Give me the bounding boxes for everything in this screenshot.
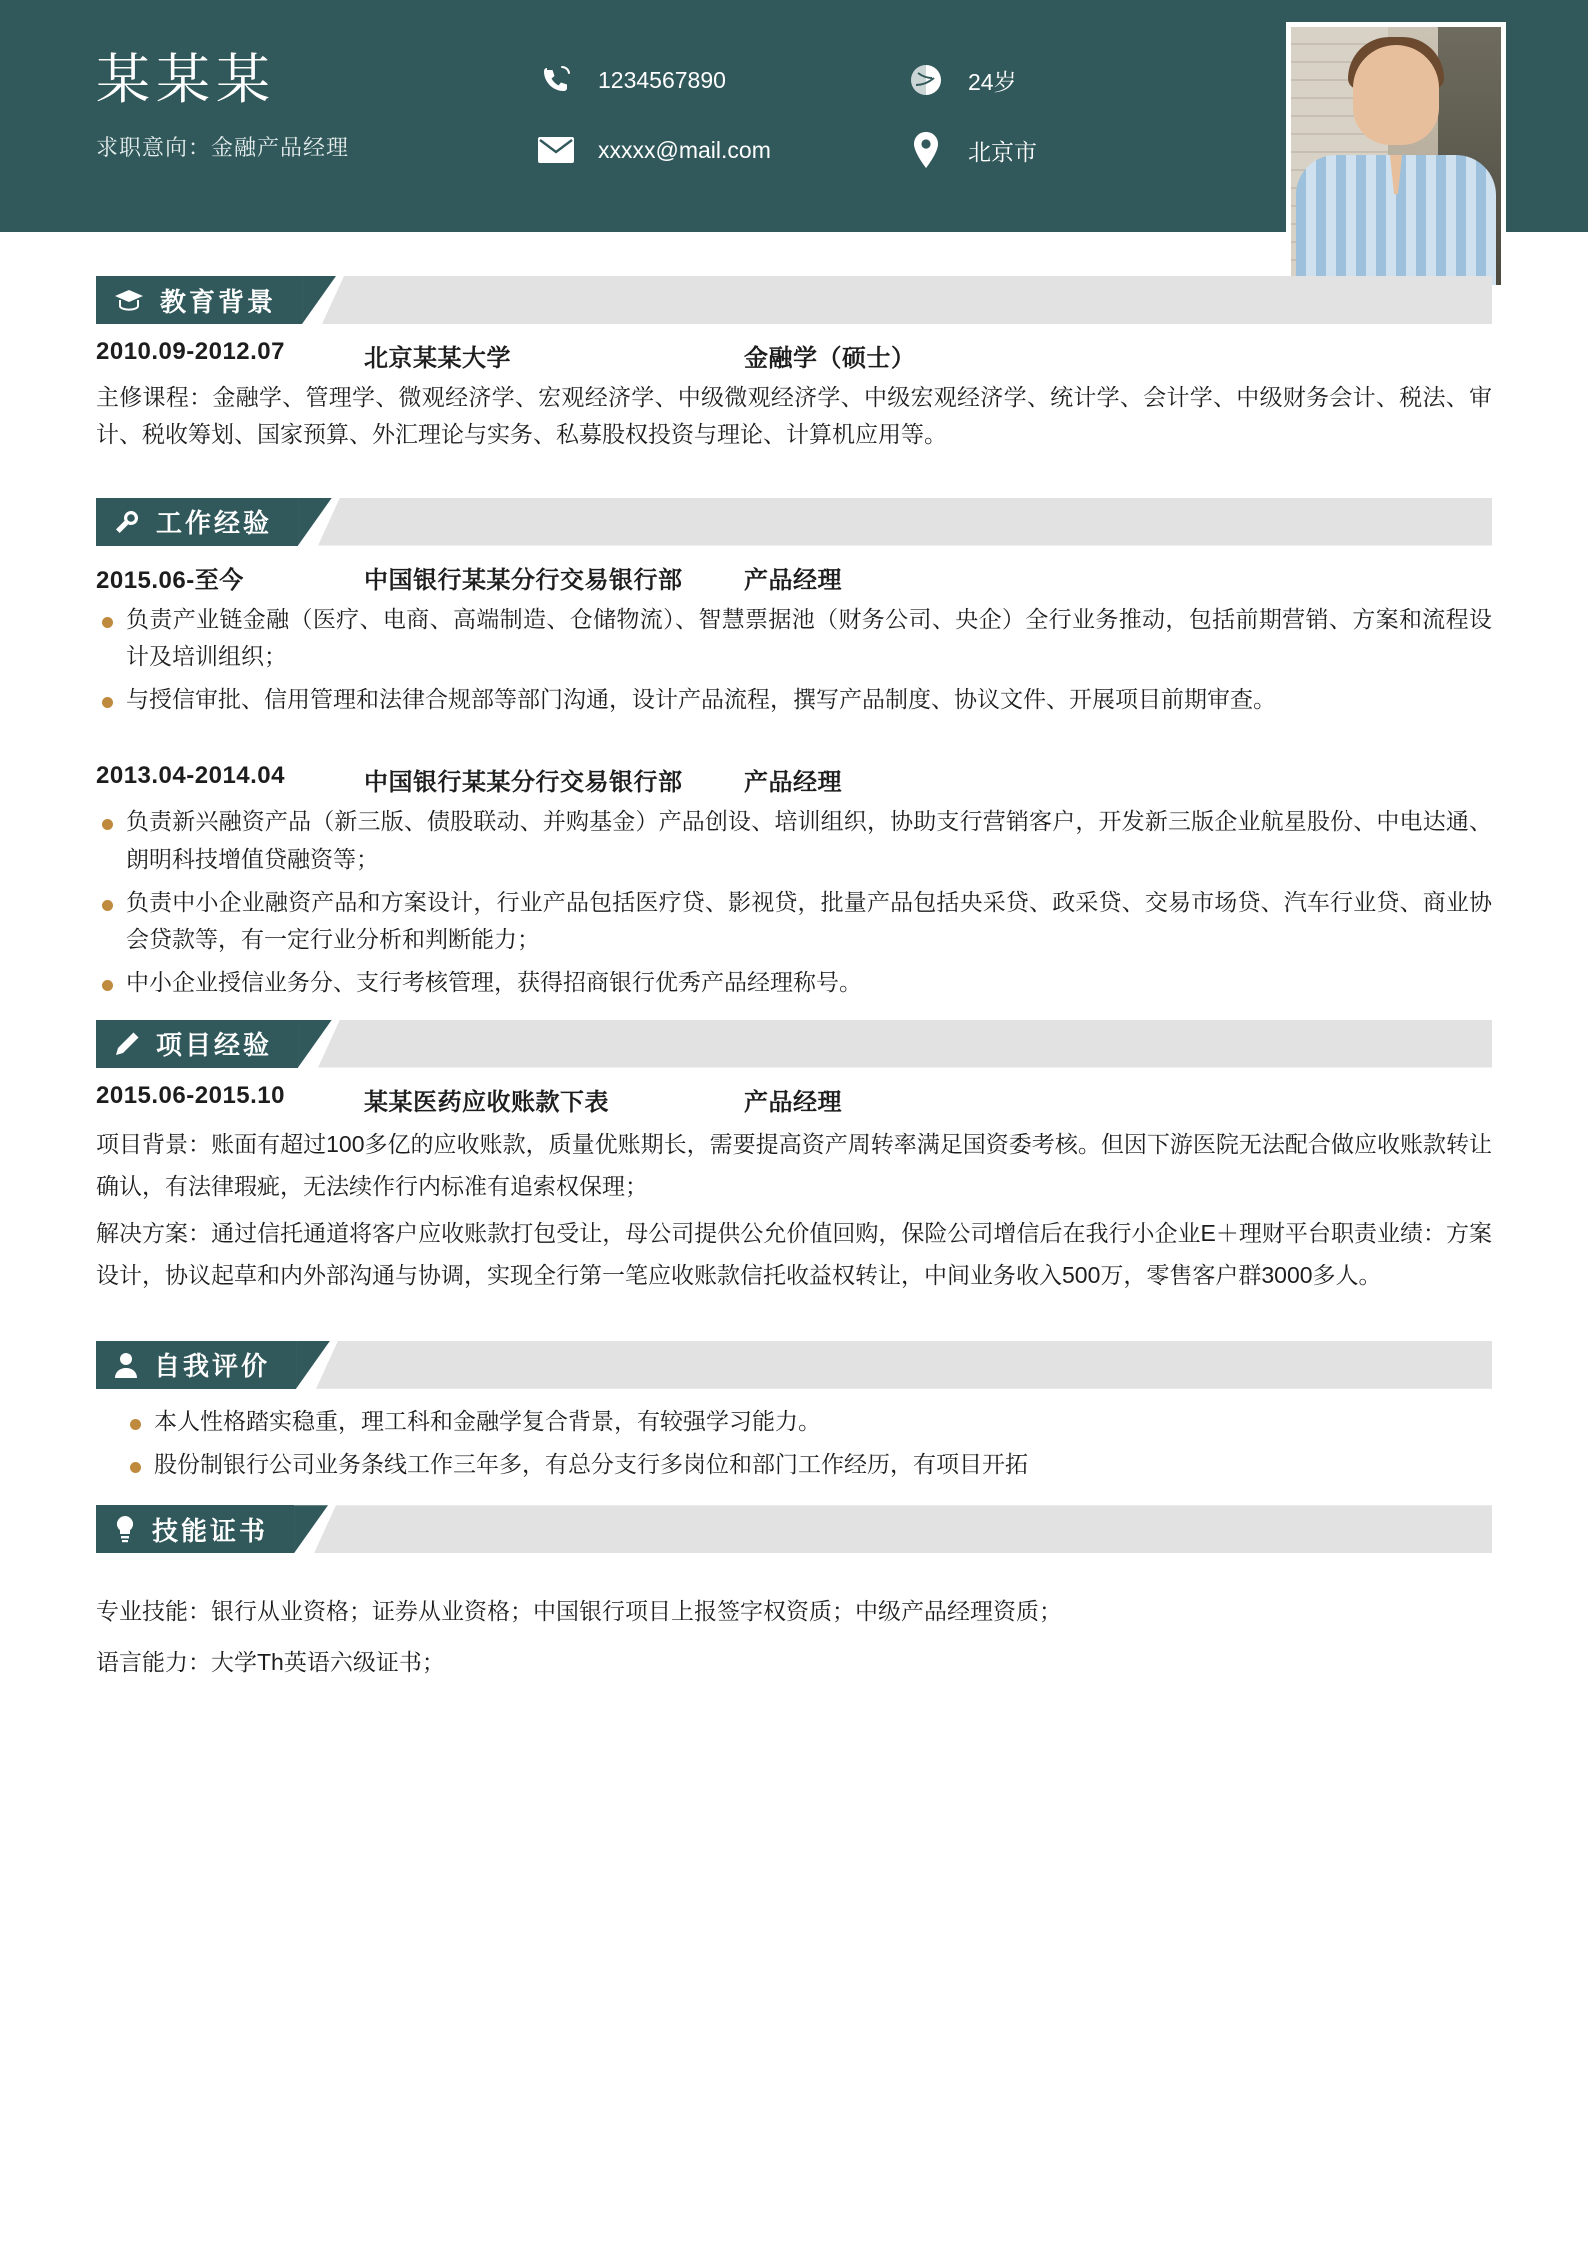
skills-text: 大学Th英语六级证书； (211, 1649, 445, 1676)
section-tab-project (96, 1020, 298, 1068)
contact-column-right (906, 60, 1206, 200)
work-entry-title (96, 560, 1492, 595)
section-project (96, 1020, 1492, 1297)
section-bar (322, 276, 1492, 324)
project-solution (96, 1212, 1492, 1297)
list-item: 中小企业授信业务分、支行考核管理，获得招商银行优秀产品经理称号。 (96, 964, 1492, 1001)
section-bar (318, 498, 1492, 546)
section-tab-work (96, 498, 298, 546)
bulb-icon (114, 1515, 136, 1543)
skills-label: 专业技能： (96, 1598, 211, 1625)
work-date: 2015.06-至今 (96, 566, 244, 594)
location-text: 北京市 (968, 138, 1037, 165)
list-item: 本人性格踏实稳重，理工科和金融学复合背景，有较强学习能力。 (124, 1403, 1492, 1440)
work-entry-title (96, 762, 1492, 797)
self-evaluation-bullets (124, 1403, 1492, 1484)
contact-email (536, 130, 896, 170)
section-bar (316, 1341, 1492, 1389)
section-education (96, 276, 1492, 454)
skills-line (96, 1593, 1492, 1630)
work-org: 中国银行某某分行交易银行部 (364, 769, 683, 797)
project-solution-text: 通过信托通道将客户应收账款打包受让，母公司提供公允价值回购，保险公司增信后在我行小企业E＋理财平台职责业绩：方案设计，协议起草和内外部沟通与协调，实现全行第一笔应收账款信托收益权转让，中间业务收入500万，零售客户群3000多人。 (96, 1219, 1493, 1289)
education-entry-title (96, 338, 1492, 373)
user-icon (114, 1352, 138, 1378)
contact-column-left (536, 60, 896, 200)
resume-header (0, 0, 1588, 232)
list-item: 与授信审批、信用管理和法律合规部等部门沟通，设计产品流程，撰写产品制度、协议文件、开展项目前期审查。 (96, 681, 1492, 718)
job-objective-label: 求职意向： (96, 134, 212, 160)
skills-label: 语言能力： (96, 1649, 211, 1676)
job-objective-value: 金融产品经理 (211, 134, 350, 160)
graduation-cap-icon (114, 288, 144, 312)
skills-line (96, 1644, 1492, 1681)
phone-icon (536, 60, 576, 100)
project-org: 某某医药应收账款下表 (364, 1088, 609, 1116)
project-entry-title (96, 1082, 1492, 1117)
wrench-icon (114, 509, 140, 535)
skills-body (96, 1593, 1492, 1682)
section-title-self-evaluation: 自我评价 (154, 1351, 271, 1382)
list-item: 负责产业链金融（医疗、电商、高端制造、仓储物流）、智慧票据池（财务公司、央企）全行业务推动，包括前期营销、方案和流程设计及培训组织； (96, 601, 1492, 676)
contact-phone (536, 60, 896, 100)
work-role: 产品经理 (744, 566, 842, 594)
section-tab-education (96, 276, 302, 324)
section-bar (314, 1505, 1492, 1553)
education-courses (96, 379, 1492, 454)
work-date: 2013.04-2014.04 (96, 762, 285, 790)
work-role: 产品经理 (744, 769, 842, 797)
project-background-text: 账面有超过100多亿的应收账款，质量优账期长，需要提高资产周转率满足国资委考核。但因下游医院无法配合做应收账款转让确认，有法律瑕疵，无法续作行内标准有追索权保理； (96, 1130, 1493, 1200)
section-self-evaluation (96, 1341, 1492, 1484)
avatar (1291, 27, 1501, 285)
contact-location (906, 130, 1206, 170)
list-item: 负责新兴融资产品（新三版、债股联动、并购基金）产品创设、培训组织，协助支行营销客户，开发新三版企业航星股份、中电达通、朗明科技增值贷融资等； (96, 803, 1492, 878)
age-text: 24岁 (968, 68, 1017, 95)
work-bullets (96, 803, 1492, 1001)
section-title-education: 教育背景 (160, 286, 277, 317)
section-title-work: 工作经验 (156, 508, 273, 538)
section-title-skills: 技能证书 (152, 1515, 269, 1546)
skills-text: 银行从业资格；证券从业资格；中国银行项目上报签字权资质；中级产品经理资质； (211, 1598, 1062, 1625)
section-work (96, 498, 1492, 1002)
education-date: 2010.09-2012.07 (96, 338, 285, 365)
section-bar (318, 1020, 1492, 1068)
project-role: 产品经理 (744, 1088, 842, 1116)
email-text: xxxxx@mail.com (598, 136, 771, 163)
email-icon (536, 130, 576, 170)
section-tab-skills (96, 1505, 294, 1553)
age-icon (906, 60, 946, 100)
section-tab-self-evaluation (96, 1341, 296, 1389)
photo-frame (1286, 22, 1506, 290)
education-courses-label: 主修课程： (96, 384, 213, 410)
section-title-project: 项目经验 (156, 1030, 273, 1060)
project-solution-label: 解决方案： (96, 1219, 212, 1246)
section-skills (96, 1505, 1492, 1682)
project-background (96, 1123, 1492, 1208)
phone-text: 1234567890 (598, 66, 726, 93)
section-header-self-evaluation (96, 1341, 1492, 1389)
list-item: 负责中小企业融资产品和方案设计，行业产品包括医疗贷、影视贷，批量产品包括央采贷、政采贷、交易市场贷、汽车行业贷、商业协会贷款等，有一定行业分析和判断能力； (96, 884, 1492, 959)
candidate-name: 某某某 (96, 50, 276, 110)
location-icon (906, 130, 946, 170)
section-header-education (96, 276, 1492, 324)
contact-age (906, 60, 1206, 100)
work-org: 中国银行某某分行交易银行部 (364, 566, 683, 594)
education-courses-text: 金融学、管理学、微观经济学、宏观经济学、中级微观经济学、中级宏观经济学、统计学、会计学、中级财务会计、税法、审计、税收筹划、国家预算、外汇理论与实务、私募股权投资与理论、计算机应用等。 (96, 384, 1493, 448)
education-org: 北京某某大学 (364, 345, 511, 372)
project-date: 2015.06-2015.10 (96, 1081, 285, 1109)
section-header-work (96, 498, 1492, 546)
project-background-label: 项目背景： (96, 1130, 212, 1157)
section-header-skills (96, 1505, 1492, 1553)
section-header-project (96, 1020, 1492, 1068)
education-role: 金融学（硕士） (744, 345, 916, 372)
list-item: 股份制银行公司业务条线工作三年多，有总分支行多岗位和部门工作经历，有项目开拓 (124, 1446, 1492, 1483)
work-bullets (96, 601, 1492, 719)
pen-icon (114, 1031, 140, 1057)
